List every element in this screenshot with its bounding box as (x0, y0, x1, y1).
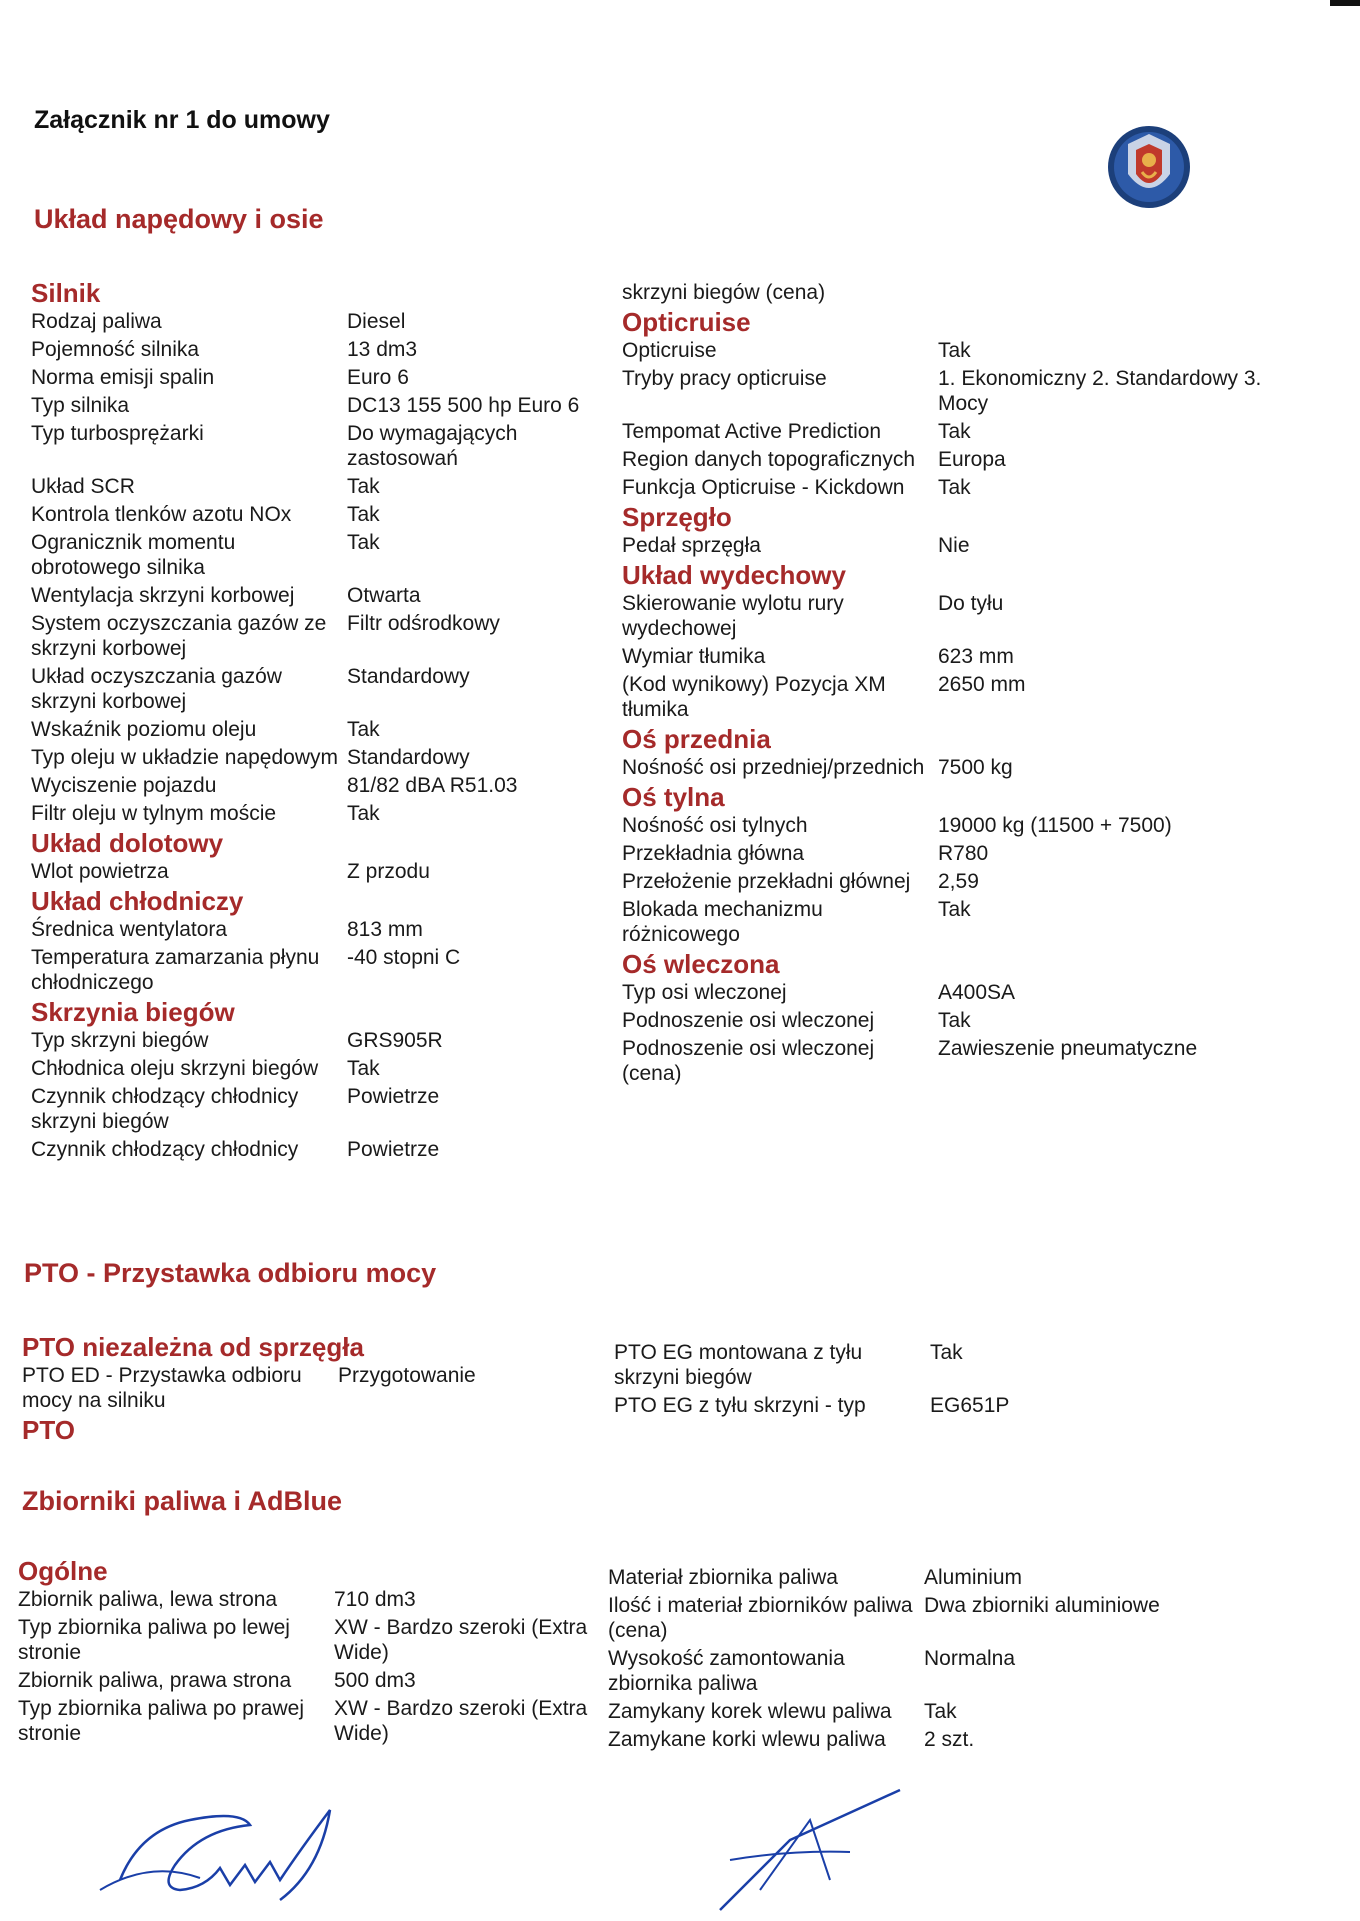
spec-row (622, 897, 1262, 947)
spec-row (31, 717, 621, 742)
spec-value: R780 (938, 842, 989, 865)
spec-value: 2 szt. (924, 1728, 975, 1751)
spec-value: Powietrze (347, 1138, 440, 1161)
subsection-heading: Oś przednia (622, 724, 771, 754)
spec-row (608, 1565, 1198, 1590)
spec-row (622, 1036, 1262, 1086)
spec-row (31, 530, 621, 580)
spec-value: Tak (347, 475, 380, 498)
spec-label: Funkcja Opticruise - Kickdown (622, 476, 905, 499)
spec-label: Skierowanie wylotu rury wydechowej (622, 592, 844, 640)
spec-label: PTO EG z tyłu skrzyni - typ (614, 1394, 866, 1417)
spec-value: Standardowy (347, 746, 470, 769)
subsection-heading: Układ wydechowy (622, 560, 846, 590)
spec-row (18, 1668, 608, 1693)
spec-label: Czynnik chłodzący chłodnicy (31, 1138, 299, 1161)
spec-value: Aluminium (924, 1566, 1023, 1589)
spec-label: Podnoszenie osi wleczonej (cena) (622, 1037, 875, 1085)
spec-label: Przełożenie przekładni głównej (622, 870, 911, 893)
subsection-heading: Silnik (31, 278, 101, 308)
spec-row (31, 664, 621, 714)
spec-row (31, 1084, 621, 1134)
spec-row (31, 745, 621, 770)
spec-value: Normalna (924, 1647, 1016, 1670)
spec-label: Kontrola tlenków azotu NOx (31, 503, 292, 526)
spec-label: Typ oleju w układzie napędowym (31, 746, 339, 769)
spec-row (622, 813, 1262, 838)
spec-row (31, 502, 621, 527)
spec-row (31, 1137, 621, 1162)
spec-value: 1. Ekonomiczny 2. Standardowy 3. Mocy (938, 367, 1262, 415)
spec-row (31, 1028, 621, 1053)
spec-value: Dwa zbiorniki aluminiowe (924, 1594, 1160, 1617)
spec-row (31, 917, 621, 942)
spec-value: Z przodu (347, 860, 430, 883)
pto-left-column (22, 1330, 612, 1446)
subsection-heading: Ogólne (18, 1556, 108, 1586)
spec-row (31, 1056, 621, 1081)
annex-title: Załącznik nr 1 do umowy (34, 106, 330, 134)
spec-value: 623 mm (938, 645, 1014, 668)
subsection-heading: Układ chłodniczy (31, 886, 244, 916)
spec-row (31, 611, 621, 661)
spec-row (622, 1008, 1262, 1033)
spec-value: Europa (938, 448, 1006, 471)
subsection-tail: PTO (22, 1415, 75, 1445)
spec-row (22, 1363, 612, 1413)
spec-label: Tempomat Active Prediction (622, 420, 882, 443)
spec-row (608, 1699, 1198, 1724)
spec-row (18, 1615, 608, 1665)
spec-row (608, 1727, 1198, 1752)
spec-value: XW - Bardzo szeroki (Extra Wide) (334, 1616, 588, 1664)
spec-label: Typ osi wleczonej (622, 981, 787, 1004)
section-tanks: Zbiorniki paliwa i AdBlue (22, 1486, 343, 1516)
signature-left (80, 1770, 360, 1920)
spec-value: Diesel (347, 310, 406, 333)
spec-row (31, 474, 621, 499)
spec-value: XW - Bardzo szeroki (Extra Wide) (334, 1697, 588, 1745)
spec-value: 500 dm3 (334, 1669, 416, 1692)
subsection-heading: Skrzynia biegów (31, 997, 235, 1027)
spec-value: EG651P (930, 1394, 1010, 1417)
spec-label: PTO EG montowana z tyłu skrzyni biegów (614, 1341, 863, 1389)
spec-value: Do wymagających zastosowań (347, 422, 518, 470)
spec-value: Tak (924, 1700, 957, 1723)
spec-label: Tryby pracy opticruise (622, 367, 827, 390)
section-drivetrain: Układ napędowy i osie (34, 204, 324, 234)
spec-label: Wyciszenie pojazdu (31, 774, 217, 797)
spec-label: Zbiornik paliwa, prawa strona (18, 1669, 292, 1692)
spec-value: Tak (347, 1057, 380, 1080)
right-column (622, 280, 1262, 1086)
spec-label: Typ skrzyni biegów (31, 1029, 209, 1052)
spec-value: Do tyłu (938, 592, 1004, 615)
spec-label: Ilość i materiał zbiorników paliwa (cena) (608, 1594, 913, 1642)
spec-value: Przygotowanie (338, 1364, 476, 1387)
spec-label: Nośność osi tylnych (622, 814, 808, 837)
spec-label: Podnoszenie osi wleczonej (622, 1009, 875, 1032)
spec-row (622, 475, 1262, 500)
spec-row (18, 1696, 608, 1746)
spec-value: Zawieszenie pneumatyczne (938, 1037, 1198, 1060)
spec-row (622, 419, 1262, 444)
spec-label: (Kod wynikowy) Pozycja XM tłumika (622, 673, 886, 721)
spec-label: Zamykane korki wlewu paliwa (608, 1728, 886, 1751)
spec-row (622, 366, 1262, 416)
spec-value: 813 mm (347, 918, 423, 941)
spec-value: 7500 kg (938, 756, 1013, 779)
spec-label: Wlot powietrza (31, 860, 169, 883)
spec-label: Filtr oleju w tylnym moście (31, 802, 277, 825)
spec-value: Euro 6 (347, 366, 409, 389)
spec-label: Wentylacja skrzyni korbowej (31, 584, 295, 607)
scan-edge-mark (1330, 0, 1360, 6)
spec-row (31, 337, 621, 362)
spec-label: Czynnik chłodzący chłodnicy skrzyni biegów (31, 1085, 299, 1133)
spec-row (31, 859, 621, 884)
spec-value: 2,59 (938, 870, 979, 893)
spec-label: Układ oczyszczania gazów skrzyni korbowej (31, 665, 282, 713)
spec-label: Materiał zbiornika paliwa (608, 1566, 838, 1589)
spec-value: Tak (347, 503, 380, 526)
spec-row (31, 309, 621, 334)
spec-value: Tak (347, 718, 380, 741)
spec-row (608, 1646, 1198, 1696)
signature-right (700, 1780, 920, 1920)
spec-row (622, 672, 1262, 722)
spec-label: Średnica wentylatora (31, 918, 228, 941)
subsection-heading: Opticruise (622, 307, 751, 337)
scania-logo-icon (1106, 124, 1192, 210)
spec-label: Blokada mechanizmu różnicowego (622, 898, 823, 946)
spec-label: Wskaźnik poziomu oleju (31, 718, 257, 741)
spec-label: Wymiar tłumika (622, 645, 766, 668)
spec-label: Wysokość zamontowania zbiornika paliwa (608, 1647, 845, 1695)
spec-row (31, 945, 621, 995)
spec-label: Typ turbosprężarki (31, 422, 204, 445)
spec-row (31, 801, 621, 826)
spec-label: Zamykany korek wlewu paliwa (608, 1700, 892, 1723)
spec-row (608, 1593, 1198, 1643)
spec-value: Otwarta (347, 584, 421, 607)
subsection-heading: Oś tylna (622, 782, 725, 812)
spec-value: 2650 mm (938, 673, 1026, 696)
spec-value: A400SA (938, 981, 1016, 1004)
spec-label: Typ zbiornika paliwa po lewej stronie (18, 1616, 290, 1664)
spec-row (622, 338, 1262, 363)
spec-value: Standardowy (347, 665, 470, 688)
spec-row (622, 841, 1262, 866)
section-pto: PTO - Przystawka odbioru mocy (24, 1258, 437, 1288)
spec-label: PTO ED - Przystawka odbioru mocy na silniku (22, 1364, 302, 1412)
spec-label: Przekładnia główna (622, 842, 805, 865)
spec-value: GRS905R (347, 1029, 443, 1052)
spec-label: Temperatura zamarzania płynu chłodniczego (31, 946, 320, 994)
spec-label: Region danych topograficznych (622, 448, 916, 471)
spec-value: Tak (347, 802, 380, 825)
spec-value: Tak (930, 1341, 963, 1364)
left-column (31, 276, 621, 1162)
spec-row (622, 533, 1262, 558)
spec-value: 710 dm3 (334, 1588, 416, 1611)
spec-label: Norma emisji spalin (31, 366, 215, 389)
spec-label: Typ zbiornika paliwa po prawej stronie (18, 1697, 304, 1745)
subsection-heading: PTO niezależna od sprzęgła (22, 1332, 364, 1362)
subsection-heading: Oś wleczona (622, 949, 780, 979)
subsection-heading: Sprzęgło (622, 502, 732, 532)
spec-row (622, 980, 1262, 1005)
spec-value: Tak (938, 1009, 971, 1032)
spec-value: Filtr odśrodkowy (347, 612, 500, 635)
spec-row (31, 393, 621, 418)
spec-value: -40 stopni C (347, 946, 461, 969)
spec-value: DC13 155 500 hp Euro 6 (347, 394, 580, 417)
spec-value: 13 dm3 (347, 338, 418, 361)
spec-row (622, 644, 1262, 669)
spec-label: Pedał sprzęgła (622, 534, 761, 557)
spec-row (614, 1393, 1204, 1418)
spec-label: Typ silnika (31, 394, 130, 417)
spec-row (18, 1587, 608, 1612)
spec-row (622, 591, 1262, 641)
spec-row (622, 447, 1262, 472)
spec-label: Rodzaj paliwa (31, 310, 162, 333)
spec-label: Pojemność silnika (31, 338, 200, 361)
spec-value: Tak (938, 420, 971, 443)
spec-label: Chłodnica oleju skrzyni biegów (31, 1057, 319, 1080)
spec-value: Powietrze (347, 1085, 440, 1108)
spec-row (31, 365, 621, 390)
spec-value: Tak (938, 339, 971, 362)
spec-value: Tak (938, 898, 971, 921)
spec-value: 81/82 dBA R51.03 (347, 774, 518, 797)
spec-value: 19000 kg (11500 + 7500) (938, 814, 1172, 837)
spec-value: Tak (347, 531, 380, 554)
spec-label: Opticruise (622, 339, 717, 362)
spec-label: Zbiornik paliwa, lewa strona (18, 1588, 278, 1611)
spec-label: Układ SCR (31, 475, 135, 498)
spec-row (31, 421, 621, 471)
spec-row (31, 773, 621, 798)
spec-value: Nie (938, 534, 970, 557)
subsection-heading: Układ dolotowy (31, 828, 224, 858)
spec-value: Tak (938, 476, 971, 499)
spec-label: Nośność osi przedniej/przednich (622, 756, 925, 779)
spec-row (622, 869, 1262, 894)
pto-right-column (614, 1340, 1204, 1418)
tanks-right-column (608, 1565, 1198, 1752)
spec-label: Ogranicznik momentu obrotowego silnika (31, 531, 236, 579)
tanks-left-column (18, 1554, 608, 1746)
spec-row (614, 1340, 1204, 1390)
spec-row (31, 583, 621, 608)
spec-row (622, 755, 1262, 780)
gearbox-price-continued: skrzyni biegów (cena) (622, 281, 826, 304)
spec-label: System oczyszczania gazów ze skrzyni korbowej (31, 612, 327, 660)
